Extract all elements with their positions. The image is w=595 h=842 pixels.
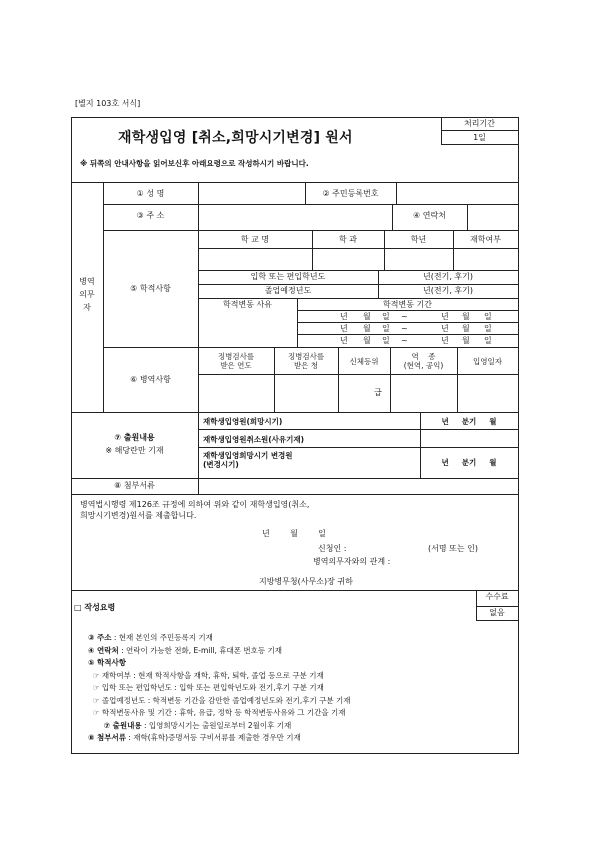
apply-row-2-text: 재학생입영원취소원(사유기재) [203,435,305,444]
change-period-cell[interactable]: 월 [462,324,470,333]
applicant-label: 신청인 : [318,544,347,553]
contact-label: ④ 연락처 [413,211,446,220]
guide-item-head: ⑤ 학적사항 [88,658,126,667]
change-period-cell[interactable]: 년 [441,336,449,345]
applicant-signature[interactable]: (서명 또는 인) [428,544,478,553]
change-period-cell[interactable]: 년 [340,336,348,345]
apply-row-1-value[interactable]: 년 분기 월 [441,417,497,426]
conscript-side-label: 병역 의무 자 [79,277,95,312]
change-period-cell[interactable]: 월 [363,324,371,333]
address-field[interactable] [199,205,391,229]
guide-item [88,734,301,742]
change-period-cell[interactable]: 년 [441,312,449,321]
change-period-cell[interactable]: 일 [484,336,492,345]
address-label: ③ 주 소 [136,211,165,220]
guide-item-text: : 현재 본인의 주민등록지 기재 [111,633,213,642]
change-period-cell: ~ [401,312,408,321]
school-name-field[interactable] [199,249,311,269]
admission-year-value[interactable]: 년(전기, 후기) [423,272,473,281]
change-period-cell[interactable]: 일 [382,312,390,321]
guide-item [88,697,350,705]
exam-year-header: 징병검사를 받은 연도 [217,352,255,370]
guide-item-text: : 연락이 가능한 전화, E-mill, 휴대폰 번호등 기재 [118,645,282,655]
service-type-field[interactable] [391,375,456,411]
guide-item-head: ③ 주소 [88,633,112,642]
exam-office-header: 징병검사를 받은 청 [287,352,325,370]
grade-field[interactable] [385,249,452,269]
guide-item [88,672,324,680]
change-period-cell[interactable]: 월 [462,336,470,345]
form-reference: [별지 103호 서식] [75,99,141,108]
processing-period-value: 1일 [473,133,486,142]
physical-grade-header: 신체등위 [349,357,379,366]
grade-header: 학년 [410,235,427,244]
guide-item [88,722,291,730]
change-reason-header: 학적변동 사유 [223,300,272,309]
relation-label: 병역의무자와의 관계 : [313,557,391,566]
notice-text: ※ 뒤쪽의 안내사항을 읽어보신후 아래요령으로 작성하시기 바랍니다. [80,159,309,168]
exam-office-field[interactable] [275,375,337,411]
guide-item [88,647,282,655]
change-period-cell: ~ [401,336,408,345]
enrollment-status-header: 재학여부 [470,235,501,244]
graduation-year-label: 졸업예정년도 [264,286,312,295]
apply-row-3-text: 재학생입영희망시기 변경원 (변경시기) [203,451,293,469]
attachments-label: ⑧ 첨부서류 [114,481,155,490]
change-reason-field[interactable] [199,311,296,346]
physical-grade-unit: 급 [374,388,382,397]
guide-item [88,634,213,642]
change-period-cell[interactable]: 월 [462,312,470,321]
guide-item-text: ☞ 재학여부 : 현재 학적사항을 재학, 휴학, 퇴학, 졸업 등으로 구분 기재 [88,670,324,680]
change-period-cell[interactable]: 월 [363,312,371,321]
fee-value: 없음 [489,608,505,617]
attachments-field[interactable] [199,479,517,493]
guide-item-head: ⑧ 첨부서류 [88,733,126,742]
change-period-cell[interactable]: 년 [441,324,449,333]
application-content-note: ※ 해당란만 기재 [105,446,164,455]
processing-period-label: 처리기간 [464,119,495,128]
change-period-cell[interactable]: 년 [340,312,348,321]
change-period-cell[interactable]: 일 [484,312,492,321]
military-section-label: ⑥ 병역사항 [130,375,171,384]
submission-date[interactable]: 년 월 일 [262,529,326,538]
rrn-label: ② 주민등록번호 [322,189,379,198]
admission-year-label: 입학 또는 편입학년도 [250,272,326,281]
change-period-header: 학적변동 기간 [383,300,432,309]
service-type-header: 역 종 (현역, 공익) [403,352,444,370]
change-period-cell[interactable]: 일 [382,336,390,345]
guide-item-text: : 재학(휴학)증명서등 구비서류를 제출한 경우만 기재 [125,733,301,742]
guide-item-text: ☞ 학적변동사유 및 기간 : 휴학, 유급, 정학 등 학적변동사유와 그 기간을 기재 [88,708,346,717]
department-header: 학 과 [339,235,357,244]
exam-year-field[interactable] [199,375,273,411]
department-field[interactable] [313,249,383,269]
guide-item-head: ④ 연락처 [88,645,119,655]
guide-item [88,659,126,667]
school-name-header: 학 교 명 [240,235,270,244]
name-field[interactable] [199,183,304,204]
application-content-label: ⑦ 출원내용 [114,433,155,442]
rrn-field[interactable] [397,183,517,204]
apply-row-1-text: 재학생입영원(희망시기) [203,417,283,426]
graduation-year-value[interactable]: 년(전기, 후기) [423,286,473,295]
name-label: ① 성 명 [136,189,165,198]
change-period-cell[interactable]: 일 [382,324,390,333]
enrollment-status-field[interactable] [454,249,517,269]
apply-row-3-value[interactable]: 년 분기 월 [441,458,497,467]
apply-row-2-value[interactable] [421,430,517,446]
change-period-cell[interactable]: 월 [363,336,371,345]
statement-text: 병역법시행령 제126조 규정에 의하여 위와 같이 재학생입영(취소, 희망시기변경)원서를 제출합니다. [80,500,310,520]
contact-field[interactable] [468,205,517,229]
guide-item [88,684,324,692]
change-period-cell[interactable]: 일 [484,324,492,333]
fee-label: 수수료 [485,592,509,601]
guide-item-head: ⑦ 출원내용 [88,720,142,730]
addressee: 지방병무청(사무소)장 귀하 [259,577,353,586]
change-period-cell[interactable]: 년 [340,324,348,333]
guide-title: □ 작성요령 [74,603,116,612]
guide-item-text: ☞ 졸업예정년도 : 학적변동 기간을 감안한 졸업예정년도와 전기,후기 구분 기재 [88,695,351,705]
enlistment-date-field[interactable] [458,375,517,411]
change-period-cell: ~ [401,324,408,333]
school-section-label: ⑤ 학적사항 [130,284,171,293]
enlistment-date-header: 입영일자 [473,357,502,366]
guide-item-text: : 입영희망시기는 출원일로부터 2월이후 기재 [141,720,292,730]
form-title: 재학생입영 [취소,희망시기변경] 원서 [118,130,353,146]
guide-item [88,709,346,717]
guide-item-text: ☞ 입학 또는 편입학년도 : 입학 또는 편입학년도와 전기,후기 구분 기재 [88,683,324,692]
